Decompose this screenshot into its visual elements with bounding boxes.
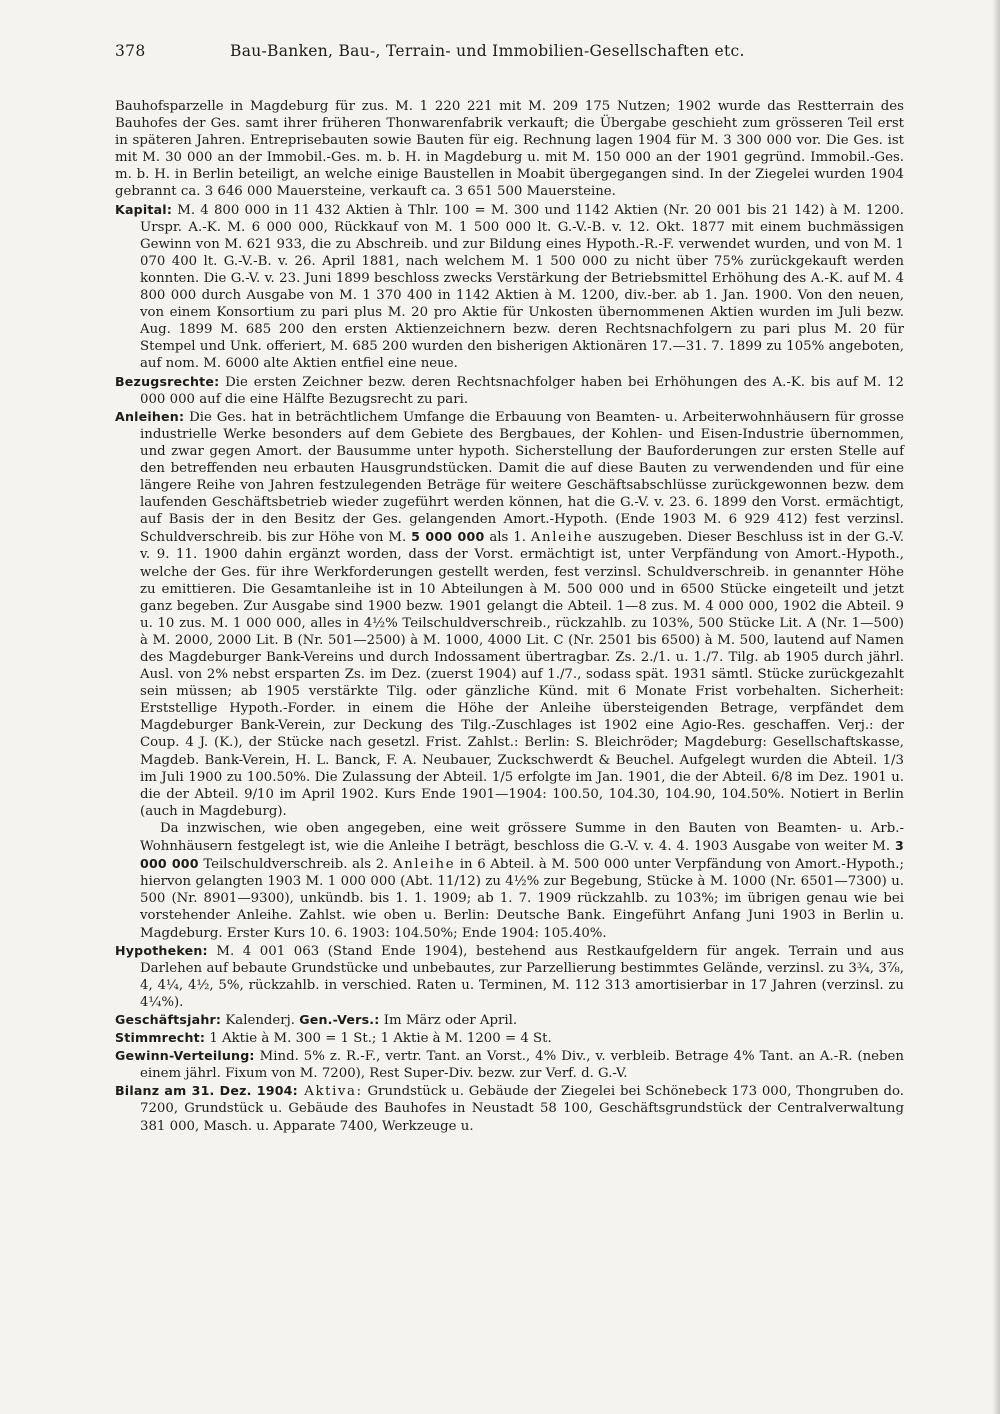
- bezugsrechte-text: Die ersten Zeichner bezw. deren Rechtsnachfolger haben bei Erhöhungen des A.-K. bis auf M. 12 000 000 auf die eine Hälfte Bezugsrecht zu pari.: [140, 374, 904, 407]
- gewinn-label: Gewinn-Verteilung:: [115, 1048, 255, 1064]
- stimmrecht-text: 1 Aktie à M. 300 = 1 St.; 1 Aktie à M. 1200 = 4 St.: [205, 1031, 552, 1047]
- intro-paragraph: [115, 98, 904, 201]
- kapital-label: Kapital:: [115, 201, 173, 217]
- anleihen-text-b: als 1.: [484, 530, 531, 546]
- running-header: [115, 42, 904, 60]
- running-title: Bau-Banken, Bau-, Terrain- und Immobilien-Gesellschaften etc.: [230, 42, 745, 60]
- hypotheken-entry: [115, 942, 904, 1011]
- kapital-text: M. 4 800 000 in 11 432 Aktien à Thlr. 100 = M. 300 und 1142 Aktien (Nr. 20 001 bis 21 142) à M. 1200. Urspr. A.-K. M. 6 000 000, Rückkauf von M. 1 500 000 lt. G.-V.-B. v. 12. Okt. 1877 mit einem buchmässigen Gewinn von M. 621 933, die zu Abschreib. und zur Bildung eines Hypoth.-R.-F. verwendet wurden, und von M. 1 070 400 lt. G.-V.-B. v. 26. April 1881, nach welchem M. 1 500 000 zu nicht über 75% zurückgekauft werden konnten. Die G.-V. v. 23. Juni 1899 beschloss zwecks Verstärkung der Betriebsmittel Erhöhung des A.-K. auf M. 4 800 000 durch Ausgabe von M. 1 370 400 in 1142 Aktien à M. 1200, div.-ber. ab 1. Jan. 1900. Von den neuen, von einem Konsortium zu pari plus M. 20 pro Aktie für Unkosten übernommenen Aktien wurden im Juli bezw. Aug. 1899 M. 685 200 den ersten Aktienzeichnern bezw. deren Rechtsnachfolgern zu pari plus M. 20 für Stempel und Unk. offeriert, M. 685 200 wurden den bisherigen Aktionären 17.—31. 7. 1899 zu 105% angeboten, auf nom. M. 6000 alte Aktien entfiel eine neue.: [140, 202, 904, 372]
- gewinn-text: Mind. 5% z. R.-F., vertr. Tant. an Vorst., 4% Div., v. verbleib. Betrage 4% Tant. an A.-R. (neben einem jährl. Fixum von M. 7200), Rest Super-Div. bezw. zur Verf. d. G.-V.: [140, 1049, 904, 1082]
- anleihen-text-c: auszugeben. Dieser Beschluss ist in der G.-V. v. 9. 11. 1900 dahin ergänzt worden, dass der Vorst. ermächtigt ist, unter Verpfändung von Amort.-Hypoth., welche der Ges. für ihre Werkforderungen gestellt werden, fest verzinsl. Schuldverschreib. in genannter Höhe zu emittieren. Die Gesamtanleihe ist in 10 Abteilungen à M. 500 000 und in 6500 Stücke eingeteilt und jetzt ganz begeben. Zur Ausgabe sind 1900 bezw. 1901 gelangt die Abteil. 1—8 zus. M. 4 000 000, 1902 die Abteil. 9 u. 10 zus. M. 1 000 000, alles in 4½% Teilschuldverschreib., rückzahlb. zu 103%, 500 Stücke Lit. A (Nr. 1—500) à M. 2000, 2000 Lit. B (Nr. 501—2500) à M. 1000, 4000 Lit. C (Nr. 2501 bis 6500) à M. 500, lautend auf Namen des Magdeburger Bank-Vereins und durch Indossament übertragbar. Zs. 2./1. u. 1./7. Tilg. ab 1905 durch jährl. Ausl. von 2% nebst ersparten Zs. im Dez. (zuerst 1904) auf 1./7., sodass spät. 1931 sämtl. Stücke zurückgezahlt sein müssen; ab 1905 verstärkte Tilg. oder gänzliche Künd. mit 6 Monate Frist vorbehalten. Sicherheit: Erststellige Hypoth.-Forder. in einem die Höhe der Anleihe übersteigenden Betrage, verpfändet dem Magdeburger Bank-Verein, zur Deckung des Tilg.-Zuschlages ist 1902 eine Agio-Res. geschaffen. Verj.: der Coup. 4 J. (K.), der Stücke nach gesetzl. Frist. Zahlst.: Berlin: S. Bleichröder; Magdeburg: Gesellschaftskasse, Magdeb. Bank-Verein, H. L. Banck, F. A. Neubauer, Zuckschwerdt & Beuchel. Aufgelegt wurden die Abteil. 1/3 im Juli 1900 zu 100.50%. Die Zulassung der Abteil. 1/5 erfolgte im Jan. 1901, die der Abteil. 6/8 im Dez. 1901 u. die der Abteil. 9/10 im April 1902. Kurs Ende 1901—1904: 100.50, 104.30, 104.90, 104.50%. Notiert in Berlin (auch in Magdeburg).: [140, 530, 904, 819]
- geschaeftsjahr-entry: [115, 1011, 904, 1029]
- stimmrecht-entry: [115, 1029, 904, 1047]
- hypotheken-label: Hypotheken:: [115, 942, 208, 958]
- anleihen-para2-a: Da inzwischen, wie oben angegeben, eine weit grössere Summe in den Bauten von Beamten- u. Arb.-Wohnhäusern festgelegt ist, wie die Anleihe I beträgt, beschloss die G.-V. v. 4. 4. 1903 Ausgabe von weiter M.: [140, 820, 904, 855]
- bezugsrechte-label: Bezugsrechte:: [115, 373, 220, 389]
- anleihen-para2-b: Teilschuldverschreib. als 2.: [198, 857, 393, 873]
- page-number: 378: [115, 42, 146, 60]
- gen-vers-text: Im März oder April.: [379, 1012, 518, 1028]
- anleihen-word-1: Anleihe: [530, 530, 594, 546]
- gewinn-entry: [115, 1047, 904, 1082]
- anleihen-text-a: Die Ges. hat in beträchtlichem Umfange die Erbauung von Beamten- u. Arbeiterwohnhäusern für grosse industrielle Werke besonders auf dem Gebiete des Bergbaues, der Kohlen- und Eisen-Industrie übernommen, und zwar gegen Amort. der Bausumme unter hypoth. Sicherstellung der Bauforderungen zur ersten Stelle auf den betreffenden neu erbauten Hausgrundstücken. Damit die auf diese Bauten zu verwendenden und für eine längere Reihe von Jahren festzulegenden Beträge für weitere Geschäftsabschlüsse zurückgewonnen bezw. dem laufenden Geschäftsbetrieb wieder zugeführt werden können, hat die G.-V. v. 23. 6. 1899 den Vorst. ermächtigt, auf Basis der in den Besitz der Ges. gelangenden Amort.-Hypoth. (Ende 1903 M. 6 929 412) fest verzinsl. Schuldverschreib. bis zur Höhe von M.: [140, 409, 904, 546]
- hypotheken-text: M. 4 001 063 (Stand Ende 1904), bestehend aus Restkaufgeldern für angek. Terrain und aus Darlehen auf bebaute Grundstücke und unbebautes, zur Parzellierung bestimmtes Gelände, verzinsl. zu 3¾, 3⅞, 4, 4¼, 4½, 5%, rückzahlb. in verschied. Raten u. Terminen, M. 112 313 amortisierbar in 17 Jahren (verzinsl. zu 4¼%).: [140, 943, 904, 1010]
- bilanz-text: Grundstück u. Gebäude der Ziegelei bei Schönebeck 173 000, Thongruben do. 7200, Grundstück u. Gebäude des Bauhofes in Neustadt 58 100, Geschäftsgrundstück der Centralverwaltung 381 000, Masch. u. Apparate 7400, Werkzeuge u.: [140, 1084, 904, 1134]
- anleihen-second-paragraph: [115, 820, 904, 942]
- anleihen-word-2: Anleihe: [393, 857, 456, 873]
- bezugsrechte-entry: [115, 373, 904, 408]
- geschaeftsjahr-text: Kalenderj.: [221, 1012, 300, 1028]
- anleihen-entry: [115, 408, 904, 820]
- geschaeftsjahr-label: Geschäftsjahr:: [115, 1011, 222, 1027]
- gen-vers-label: Gen.-Vers.:: [299, 1011, 380, 1027]
- anleihen-amount-1: 5 000 000: [411, 529, 485, 545]
- intro-text: Bauhofsparzelle in Magdeburg für zus. M. 1 220 221 mit M. 209 175 Nutzen; 1902 wurde das Restterrain des Bauhofes der Ges. samt ihrer früheren Thonwarenfabrik verkauft; die Übergabe geschieht zum grösseren Teil erst in späteren Jahren. Entreprisebauten sowie Bauten für eig. Rechnung lagen 1904 für M. 3 300 000 vor. Die Ges. ist mit M. 30 000 an der Immobil.-Ges. m. b. H. in Magdeburg u. mit M. 150 000 an der 1901 gegründ. Immobil.-Ges. m. b. H. in Berlin beteiligt, an welche einige Baustellen in Moabit übergegangen sind. In der Ziegelei wurden 1904 gebrannt ca. 3 646 000 Mauersteine, verkauft ca. 3 651 500 Mauersteine.: [115, 99, 904, 200]
- anleihen-amount-2: 3 000 000: [140, 838, 904, 872]
- kapital-entry: [115, 201, 904, 373]
- bilanz-label: Bilanz am 31. Dez. 1904:: [115, 1083, 298, 1099]
- anleihen-para2-c: in 6 Abteil. à M. 500 000 unter Verpfändung von Amort.-Hypoth.; hiervon gelangten 1903 M. 1 000 000 (Abt. 11/12) zu 4½% zur Begebung, Stücke à M. 1000 (Nr. 6501—7300) u. 500 (Nr. 8901—9300), unkündb. bis 1. 1. 1909; ab 1. 7. 1909 rückzahlb. zu 103%; im übrigen genau wie bei vorstehender Anleihe. Zahlst. wie oben u. Berlin: Deutsche Bank. Eingeführt Anfang Juni 1903 in Berlin u. Magdeburg. Erster Kurs 10. 6. 1903: 104.50%; Ende 1904: 105.40%.: [140, 857, 904, 941]
- body-text: [115, 98, 904, 1135]
- bilanz-entry: [115, 1082, 904, 1134]
- anleihen-label: Anleihen:: [115, 408, 185, 424]
- aktiva-label: Aktiva:: [297, 1084, 363, 1100]
- stimmrecht-label: Stimmrecht:: [115, 1030, 206, 1046]
